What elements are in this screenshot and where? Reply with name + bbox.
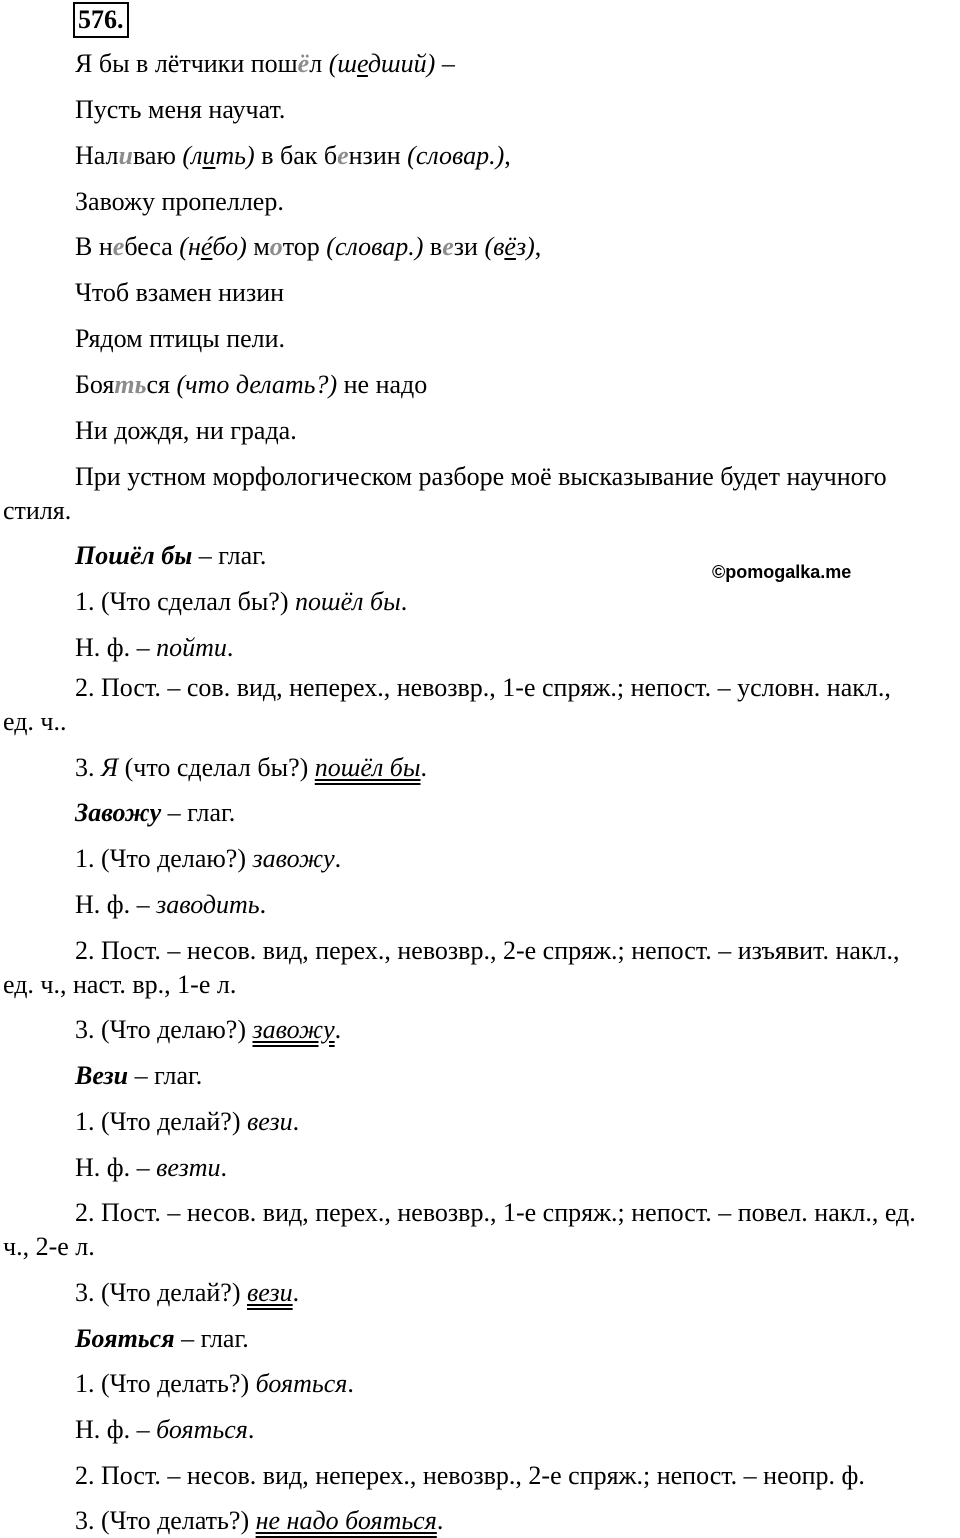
- watermark: ©pomogalka.me: [712, 562, 852, 582]
- parse-3-initial-form: Н. ф. – везти.: [75, 1153, 228, 1182]
- parse-4-step-3: 3. (Что делать?) не надо бояться.: [75, 1506, 444, 1535]
- parse-3-step-3: 3. (Что делай?) вези.: [75, 1278, 300, 1307]
- parse-3-step-2: 2. Пост. – несов. вид, перех., невозвр., 1-е спряж.; непост. – повел. накл., ед. ч., 2-е л.: [3, 1198, 916, 1261]
- parse-3-heading: Вези – глаг.: [75, 1061, 203, 1090]
- parse-4-step-2: 2. Пост. – несов. вид, неперех., невозвр., 2-е спряж.; непост. – неопр. ф.: [75, 1461, 865, 1490]
- parse-4-initial-form: Н. ф. – бояться.: [75, 1415, 255, 1444]
- intro-paragraph: При устном морфологическом разборе моё высказывание будет научного стиля.: [3, 462, 887, 525]
- parse-1-initial-form: Н. ф. – пойти.: [75, 633, 234, 662]
- parse-2-initial-form: Н. ф. – заводить.: [75, 890, 267, 919]
- poem-line-9: Ни дождя, ни града.: [75, 416, 297, 445]
- poem-line-3: Наливаю (лить) в бак бензин (словар.),: [75, 141, 511, 170]
- poem-line-1: Я бы в лётчики пошёл (шедший) –: [75, 49, 455, 78]
- exercise-number: 576.: [73, 2, 129, 38]
- parse-1-step-1: 1. (Что сделал бы?) пошёл бы.: [75, 587, 408, 616]
- parse-1-step-3: 3. Я (что сделал бы?) пошёл бы.: [75, 753, 427, 782]
- poem-line-4: Завожу пропеллер.: [75, 187, 284, 216]
- poem-line-7: Рядом птицы пели.: [75, 324, 286, 353]
- parse-2-step-3: 3. (Что делаю?) завожу.: [75, 1015, 342, 1044]
- parse-2-heading: Завожу – глаг.: [75, 798, 236, 827]
- parse-4-heading: Бояться – глаг.: [75, 1324, 249, 1353]
- poem-line-8: Бояться (что делать?) не надо: [75, 370, 428, 399]
- poem-line-6: Чтоб взамен низин: [75, 278, 285, 307]
- parse-1-step-2: 2. Пост. – сов. вид, неперех., невозвр., 1-е спряж.; непост. – условн. накл., ед. ч..: [3, 673, 891, 736]
- parse-4-step-1: 1. (Что делать?) бояться.: [75, 1369, 354, 1398]
- parse-2-step-1: 1. (Что делаю?) завожу.: [75, 844, 342, 873]
- poem-line-5: В небеса (нéбо) мотор (словар.) вези (вёз),: [75, 232, 542, 261]
- parse-1-heading: Пошёл бы – глаг.: [75, 541, 267, 570]
- parse-2-step-2: 2. Пост. – несов. вид, перех., невозвр., 2-е спряж.; непост. – изъявит. накл., ед. ч., наст. вр., 1-е л.: [3, 936, 900, 999]
- parse-3-step-1: 1. (Что делай?) вези.: [75, 1107, 300, 1136]
- poem-line-2: Пусть меня научат.: [75, 95, 286, 124]
